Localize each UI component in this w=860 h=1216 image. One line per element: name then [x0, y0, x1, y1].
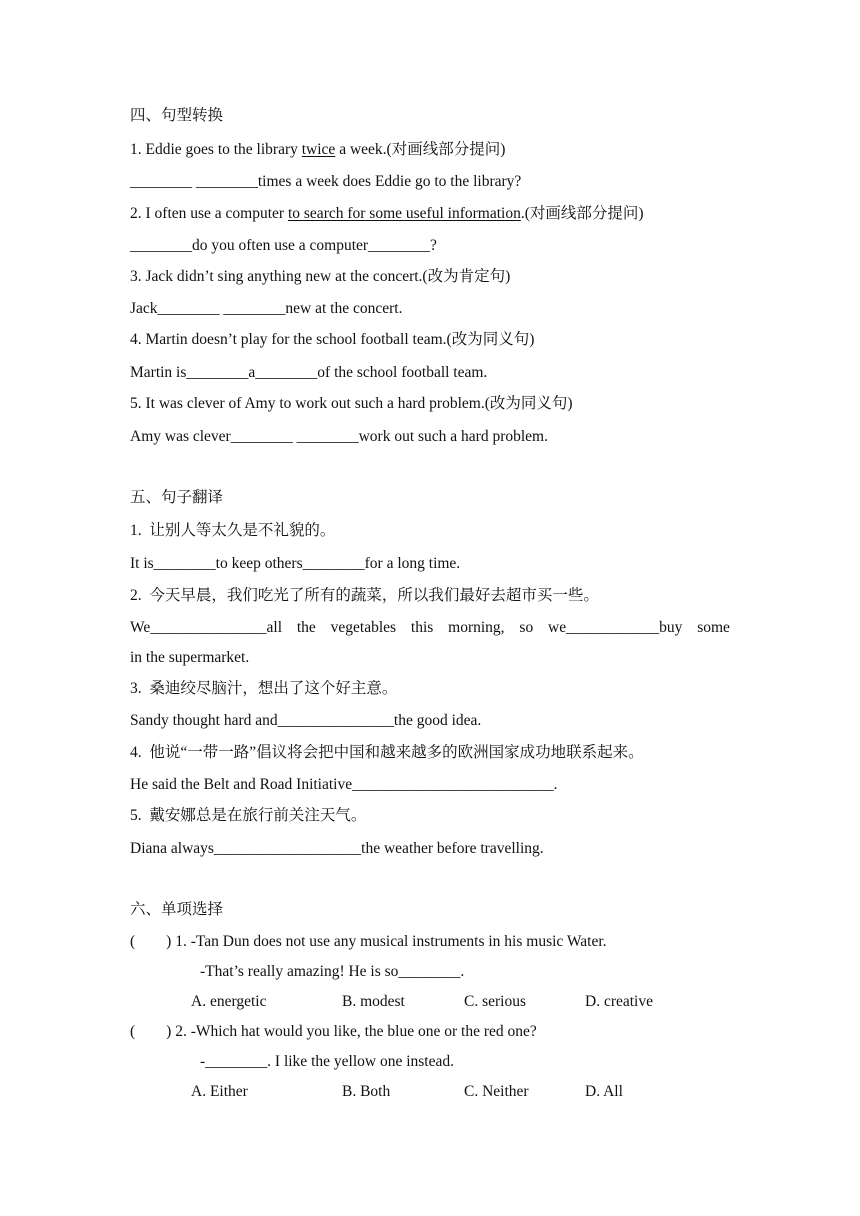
section-heading-4: 四、句型转换 [130, 107, 224, 124]
s5-a2-word: so [519, 619, 534, 636]
s4-question-1 [130, 140, 505, 160]
s4-answer-3: Jack________ ________new at the concert. [130, 300, 403, 317]
section-heading-5: 五、句子翻译 [130, 489, 224, 506]
s4-q1-underlined: twice [301, 141, 336, 158]
s4-answer-4: Martin is________a________of the school football team. [130, 364, 488, 381]
s5-question-1: 1. 让别人等太久是不礼貌的。 [130, 522, 336, 539]
s5-question-3: 3. 桑迪绞尽脑汁，想出了这个好主意。 [130, 680, 398, 697]
s6-q1-option-a: A. energetic [191, 993, 267, 1010]
s6-q2-option-b: B. Both [342, 1083, 391, 1100]
s4-question-4: 4. Martin doesn’t play for the school football team.(改为同义句) [130, 331, 535, 348]
s5-question-5: 5. 戴安娜总是在旅行前关注天气。 [130, 807, 367, 824]
s5-answer-3: Sandy thought hard and_______________the good idea. [130, 712, 482, 729]
s5-answer-2 [130, 618, 730, 638]
s4-answer-5: Amy was clever________ ________work out such a hard problem. [130, 428, 548, 445]
s4-q1-text-b: a week.(对画线部分提问) [335, 141, 506, 158]
s6-q1-option-b: B. modest [342, 993, 405, 1010]
s6-q1-option-c: C. serious [464, 993, 526, 1010]
s6-q2-option-c: C. Neither [464, 1083, 529, 1100]
s4-q2-text-b: .(对画线部分提问) [520, 205, 644, 222]
s4-question-3: 3. Jack didn’t sing anything new at the concert.(改为肯定句) [130, 268, 511, 285]
s6-question-1: ( ) 1. -Tan Dun does not use any musical instruments in his music Water. [130, 933, 607, 950]
s5-question-4: 4. 他说“一带一路”倡议将会把中国和越来越多的欧洲国家成功地联系起来。 [130, 744, 644, 761]
s4-q1-text-a: 1. Eddie goes to the library [130, 141, 302, 158]
s4-q2-text-a: 2. I often use a computer [130, 205, 288, 222]
s6-q1-option-d: D. creative [585, 993, 653, 1010]
s4-answer-1: ________ ________times a week does Eddie go to the library? [130, 173, 522, 190]
s5-a2-word: some [697, 619, 730, 636]
s5-answer-1: It is________to keep others________for a long time. [130, 555, 461, 572]
s6-question-2: ( ) 2. -Which hat would you like, the blue one or the red one? [130, 1023, 537, 1040]
s4-q2-underlined: to search for some useful information [287, 205, 521, 222]
s6-q2-option-d: D. All [585, 1083, 623, 1100]
s6-q2-option-a: A. Either [191, 1083, 248, 1100]
s5-a2-word: morning, [448, 619, 505, 636]
s4-question-2 [130, 204, 644, 224]
s6-reply-1: -That’s really amazing! He is so________. [200, 963, 465, 980]
s6-reply-2: -________. I like the yellow one instead. [200, 1053, 454, 1070]
s5-a2-word: the [296, 619, 316, 636]
s5-a2-word: we____________buy [548, 619, 683, 636]
s5-a2-word: We_______________all [130, 619, 283, 636]
s5-a2-word: this [410, 619, 434, 636]
s4-answer-2: ________do you often use a computer________? [130, 237, 437, 254]
s5-question-2: 2. 今天早晨，我们吃光了所有的蔬菜，所以我们最好去超市买一些。 [130, 587, 599, 604]
s4-question-5: 5. It was clever of Amy to work out such a hard problem.(改为同义句) [130, 395, 573, 412]
s5-a2-word: vegetables [330, 619, 397, 636]
s5-answer-4: He said the Belt and Road Initiative__________________________. [130, 776, 558, 793]
s5-answer-5: Diana always___________________the weather before travelling. [130, 840, 544, 857]
s5-answer-2-continued: in the supermarket. [130, 649, 250, 666]
section-heading-6: 六、单项选择 [130, 901, 224, 918]
